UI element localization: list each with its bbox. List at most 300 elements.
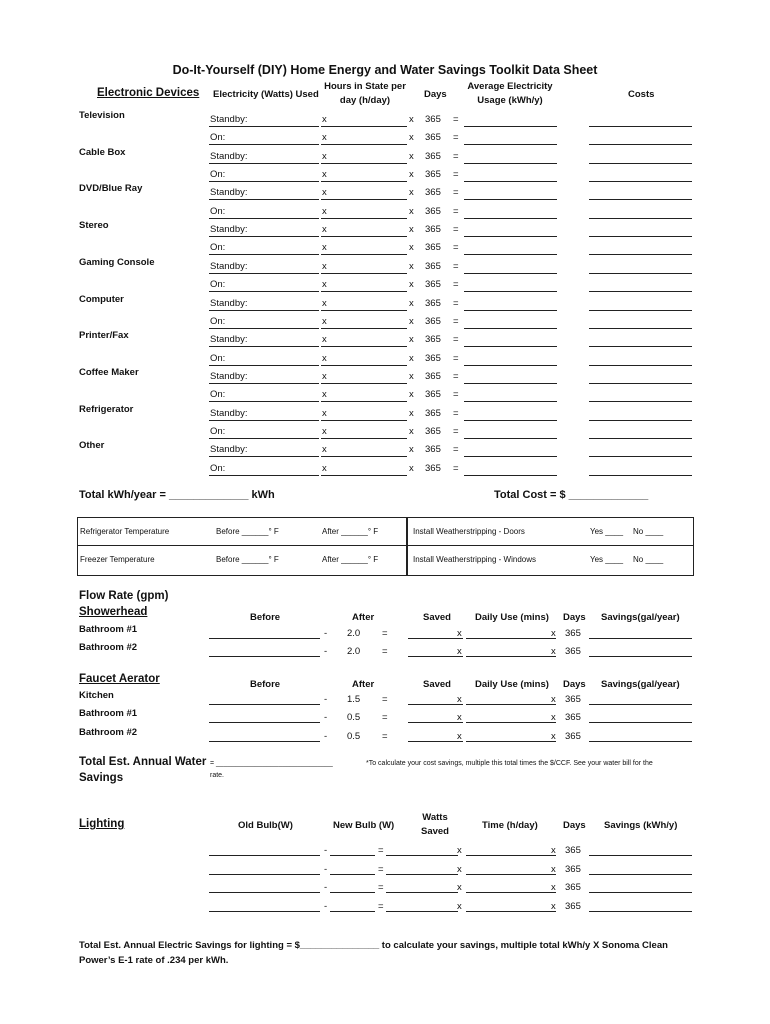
equals-sign: = — [453, 132, 459, 144]
freezer-before-field[interactable]: Before ______° F — [216, 555, 279, 564]
lighting-savings-input[interactable] — [589, 892, 692, 893]
avg-usage-input[interactable] — [464, 456, 557, 457]
multiply-sign: x — [551, 628, 556, 639]
lighting-savings-input[interactable] — [589, 874, 692, 875]
equals-sign: = — [382, 712, 388, 723]
cost-input[interactable] — [589, 236, 692, 237]
multiply-sign: x — [457, 731, 462, 742]
equals-sign: = — [453, 297, 459, 309]
watts-input[interactable] — [209, 181, 319, 182]
fridge-before-field[interactable]: Before ______° F — [216, 527, 279, 536]
old-bulb-header: Old Bulb(W) — [238, 820, 293, 831]
hours-input[interactable] — [321, 475, 407, 476]
minus-sign: - — [324, 694, 328, 705]
hours-input[interactable] — [321, 254, 407, 255]
total-water-label-2: Savings — [79, 772, 124, 784]
multiply-sign: x — [322, 444, 327, 456]
equals-sign: = — [453, 352, 459, 364]
cost-input[interactable] — [589, 126, 692, 127]
hours-input[interactable] — [321, 181, 407, 182]
faucet-aerator-header: Faucet Aerator — [79, 673, 160, 685]
before-input[interactable] — [209, 656, 320, 657]
multiply-sign: x — [322, 260, 327, 272]
time-header: Time (h/day) — [482, 820, 538, 831]
saved-input[interactable] — [408, 722, 463, 723]
new-bulb-input[interactable] — [330, 874, 375, 875]
time-input[interactable] — [466, 855, 556, 856]
old-bulb-input[interactable] — [209, 855, 320, 856]
fridge-after-field[interactable]: After ______° F — [322, 527, 379, 536]
days-value: 365 — [425, 444, 441, 456]
hours-input[interactable] — [321, 310, 407, 311]
total-water-field[interactable]: = ______________________________ — [210, 760, 333, 767]
watts-input[interactable] — [209, 401, 319, 402]
multiply-sign: x — [457, 845, 462, 856]
equals-sign: = — [453, 150, 459, 162]
water-days-header: Days — [563, 679, 586, 690]
cost-input[interactable] — [589, 328, 692, 329]
after-header: After — [352, 612, 375, 623]
daily-use-header: Daily Use (mins) — [475, 612, 549, 623]
multiply-sign: x — [457, 882, 462, 893]
after-header: After — [352, 679, 375, 690]
multiply-sign: x — [409, 297, 414, 309]
equals-sign: = — [453, 407, 459, 419]
new-bulb-header: New Bulb (W) — [333, 820, 395, 831]
multiply-sign: x — [457, 628, 462, 639]
minus-sign: - — [324, 863, 328, 875]
watts-input[interactable] — [209, 456, 319, 457]
saved-input[interactable] — [408, 741, 463, 742]
equals-sign: = — [453, 279, 459, 291]
standby-label: Standby: — [210, 187, 248, 199]
watts-saved-input[interactable] — [386, 855, 458, 856]
multiply-sign: x — [409, 425, 414, 437]
hours-input[interactable] — [321, 456, 407, 457]
days-value: 365 — [425, 370, 441, 382]
cost-input[interactable] — [589, 383, 692, 384]
freezer-after-field[interactable]: After ______° F — [322, 555, 379, 564]
multiply-sign: x — [322, 315, 327, 327]
water-row-label: Bathroom #1 — [79, 624, 138, 635]
days-value: 365 — [425, 334, 441, 346]
weatherstrip-doors-label: Install Weatherstripping - Doors — [413, 527, 525, 536]
lighting-header: Lighting — [79, 818, 125, 830]
avg-usage-input[interactable] — [464, 291, 557, 292]
days-value: 365 — [425, 315, 441, 327]
multiply-sign: x — [409, 132, 414, 144]
on-label: On: — [210, 352, 226, 364]
watts-saved-input[interactable] — [386, 892, 458, 893]
device-label: Stereo — [79, 220, 109, 232]
old-bulb-input[interactable] — [209, 874, 320, 875]
days-value: 365 — [565, 694, 581, 705]
daily-use-input[interactable] — [466, 704, 556, 705]
new-bulb-input[interactable] — [330, 892, 375, 893]
multiply-sign: x — [322, 334, 327, 346]
multiply-sign: x — [322, 407, 327, 419]
days-value: 365 — [425, 389, 441, 401]
standby-label: Standby: — [210, 260, 248, 272]
water-savings-header: Savings(gal/year) — [601, 612, 680, 623]
equals-sign: = — [382, 628, 388, 639]
days-value: 365 — [425, 132, 441, 144]
multiply-sign: x — [409, 169, 414, 180]
multiply-sign: x — [457, 900, 462, 912]
hours-input[interactable] — [321, 346, 407, 347]
multiply-sign: x — [551, 731, 556, 742]
avg-header-1: Average Electricity — [467, 81, 553, 92]
device-label: Printer/Fax — [79, 330, 129, 342]
before-input[interactable] — [209, 704, 320, 705]
avg-usage-input[interactable] — [464, 475, 557, 476]
on-label: On: — [210, 169, 226, 180]
before-header: Before — [250, 612, 281, 623]
device-label: Television — [79, 110, 125, 121]
equals-sign: = — [453, 462, 459, 474]
daily-use-input[interactable] — [466, 638, 556, 639]
cost-input[interactable] — [589, 254, 692, 255]
days-value: 365 — [565, 712, 581, 723]
multiply-sign: x — [409, 334, 414, 346]
days-value: 365 — [565, 628, 581, 639]
multiply-sign: x — [322, 132, 327, 144]
multiply-sign: x — [322, 187, 327, 199]
multiply-sign: x — [322, 352, 327, 364]
watts-saved-input[interactable] — [386, 911, 458, 912]
lighting-days-header: Days — [563, 820, 586, 831]
on-label: On: — [210, 279, 226, 291]
hours-input[interactable] — [321, 365, 407, 366]
standby-label: Standby: — [210, 297, 248, 309]
avg-usage-input[interactable] — [464, 199, 557, 200]
watts-input[interactable] — [209, 420, 319, 421]
on-label: On: — [210, 315, 226, 327]
avg-usage-input[interactable] — [464, 383, 557, 384]
equals-sign: = — [382, 731, 388, 742]
cost-input[interactable] — [589, 438, 692, 439]
avg-usage-input[interactable] — [464, 236, 557, 237]
page-title: Do-It-Yourself (DIY) Home Energy and Water Savings Toolkit Data Sheet — [172, 63, 598, 77]
multiply-sign: x — [409, 462, 414, 474]
after-value: 1.5 — [347, 694, 361, 705]
multiply-sign: x — [409, 205, 414, 217]
multiply-sign: x — [551, 863, 556, 875]
watts-input[interactable] — [209, 383, 319, 384]
water-savings-input[interactable] — [589, 741, 692, 742]
on-label: On: — [210, 389, 226, 401]
avg-usage-input[interactable] — [464, 273, 557, 274]
hours-input[interactable] — [321, 218, 407, 219]
multiply-sign: x — [322, 462, 327, 474]
cost-input[interactable] — [589, 291, 692, 292]
hours-input[interactable] — [321, 126, 407, 127]
time-input[interactable] — [466, 892, 556, 893]
avg-usage-input[interactable] — [464, 438, 557, 439]
before-input[interactable] — [209, 741, 320, 742]
equals-sign: = — [453, 425, 459, 437]
days-value: 365 — [425, 352, 441, 364]
hours-input[interactable] — [321, 438, 407, 439]
lighting-savings-header: Savings (kWh/y) — [604, 820, 678, 831]
saved-input[interactable] — [408, 704, 463, 705]
costs-header: Costs — [628, 89, 655, 100]
avg-usage-input[interactable] — [464, 126, 557, 127]
weatherstripping-box — [406, 517, 694, 576]
new-bulb-input[interactable] — [330, 911, 375, 912]
temperature-box — [77, 517, 408, 576]
old-bulb-input[interactable] — [209, 911, 320, 912]
device-label: Cable Box — [79, 146, 126, 158]
cost-input[interactable] — [589, 475, 692, 476]
cost-input[interactable] — [589, 310, 692, 311]
hours-input[interactable] — [321, 163, 407, 164]
total-kwh-line[interactable]: Total kWh/year = _____________ kWh — [79, 489, 275, 501]
multiply-sign: x — [551, 882, 556, 893]
days-value: 365 — [425, 169, 441, 180]
days-value: 365 — [425, 260, 441, 272]
weatherstripping-box-divider — [406, 545, 693, 546]
before-input[interactable] — [209, 638, 320, 639]
on-label: On: — [210, 462, 226, 474]
avg-usage-input[interactable] — [464, 144, 557, 145]
water-row-label: Bathroom #2 — [79, 642, 138, 653]
watts-header: Electricity (Watts) Used — [213, 89, 319, 100]
equals-sign: = — [382, 694, 388, 705]
water-savings-header: Savings(gal/year) — [601, 679, 680, 690]
days-value: 365 — [425, 425, 441, 437]
lighting-savings-input[interactable] — [589, 911, 692, 912]
multiply-sign: x — [457, 863, 462, 875]
avg-usage-input[interactable] — [464, 163, 557, 164]
watts-saved-header-2: Saved — [421, 826, 449, 837]
watts-input[interactable] — [209, 144, 319, 145]
multiply-sign: x — [457, 712, 462, 723]
hours-input[interactable] — [321, 236, 407, 237]
multiply-sign: x — [551, 845, 556, 856]
watts-input[interactable] — [209, 199, 319, 200]
showerhead-header: Showerhead — [79, 606, 148, 618]
equals-sign: = — [453, 389, 459, 401]
minus-sign: - — [324, 712, 328, 723]
equals-sign: = — [453, 370, 459, 382]
cost-input[interactable] — [589, 365, 692, 366]
standby-label: Standby: — [210, 114, 248, 125]
watts-input[interactable] — [209, 273, 319, 274]
saved-header: Saved — [423, 679, 451, 690]
hours-input[interactable] — [321, 328, 407, 329]
watts-input[interactable] — [209, 218, 319, 219]
hours-input[interactable] — [321, 144, 407, 145]
water-savings-input[interactable] — [589, 704, 692, 705]
windows-yes-field[interactable]: Yes ____ — [590, 555, 624, 564]
cost-input[interactable] — [589, 401, 692, 402]
days-value: 365 — [565, 845, 581, 856]
water-savings-input[interactable] — [589, 722, 692, 723]
avg-usage-input[interactable] — [464, 218, 557, 219]
multiply-sign: x — [322, 224, 327, 236]
days-header: Days — [424, 89, 447, 100]
cost-input[interactable] — [589, 218, 692, 219]
hours-input[interactable] — [321, 273, 407, 274]
multiply-sign: x — [409, 150, 414, 162]
daily-use-input[interactable] — [466, 722, 556, 723]
multiply-sign: x — [409, 187, 414, 199]
standby-label: Standby: — [210, 224, 248, 236]
equals-sign: = — [453, 114, 459, 125]
hours-input[interactable] — [321, 199, 407, 200]
watts-input[interactable] — [209, 475, 319, 476]
daily-use-input[interactable] — [466, 741, 556, 742]
days-value: 365 — [425, 187, 441, 199]
water-days-header: Days — [563, 612, 586, 623]
cost-input[interactable] — [589, 181, 692, 182]
multiply-sign: x — [322, 297, 327, 309]
days-value: 365 — [425, 407, 441, 419]
avg-usage-input[interactable] — [464, 310, 557, 311]
electronic-devices-header: Electronic Devices — [97, 87, 200, 99]
standby-label: Standby: — [210, 370, 248, 382]
daily-use-header: Daily Use (mins) — [475, 679, 549, 690]
avg-usage-input[interactable] — [464, 254, 557, 255]
multiply-sign: x — [322, 389, 327, 401]
days-value: 365 — [425, 279, 441, 291]
water-savings-input[interactable] — [589, 656, 692, 657]
on-label: On: — [210, 205, 226, 217]
watts-input[interactable] — [209, 254, 319, 255]
after-value: 2.0 — [347, 646, 361, 657]
multiply-sign: x — [409, 389, 414, 401]
before-header: Before — [250, 679, 281, 690]
avg-usage-input[interactable] — [464, 401, 557, 402]
standby-label: Standby: — [210, 407, 248, 419]
watts-input[interactable] — [209, 365, 319, 366]
windows-no-field[interactable]: No ____ — [633, 555, 664, 564]
multiply-sign: x — [322, 169, 327, 180]
time-input[interactable] — [466, 911, 556, 912]
minus-sign: - — [324, 646, 328, 657]
after-value: 2.0 — [347, 628, 361, 639]
temperature-box-divider — [77, 545, 407, 546]
multiply-sign: x — [409, 315, 414, 327]
avg-usage-input[interactable] — [464, 328, 557, 329]
multiply-sign: x — [409, 114, 414, 125]
equals-sign: = — [378, 863, 384, 875]
saved-input[interactable] — [408, 656, 463, 657]
days-value: 365 — [425, 224, 441, 236]
water-savings-input[interactable] — [589, 638, 692, 639]
lighting-savings-input[interactable] — [589, 855, 692, 856]
avg-usage-input[interactable] — [464, 346, 557, 347]
time-input[interactable] — [466, 874, 556, 875]
cost-input[interactable] — [589, 144, 692, 145]
equals-sign: = — [453, 444, 459, 456]
water-note-2: rate. — [210, 772, 225, 779]
cost-input[interactable] — [589, 456, 692, 457]
hours-input[interactable] — [321, 291, 407, 292]
lighting-footer-1: Total Est. Annual Electric Savings for lighting = $_______________ to calculate your savings, multiple total kWh/y X Sonoma Clean — [79, 940, 668, 951]
avg-usage-input[interactable] — [464, 365, 557, 366]
cost-input[interactable] — [589, 420, 692, 421]
multiply-sign: x — [551, 900, 556, 912]
daily-use-input[interactable] — [466, 656, 556, 657]
old-bulb-input[interactable] — [209, 892, 320, 893]
watts-input[interactable] — [209, 438, 319, 439]
fridge-temp-label: Refrigerator Temperature — [80, 527, 170, 536]
watts-input[interactable] — [209, 291, 319, 292]
watts-saved-header-1: Watts — [422, 812, 448, 823]
doors-yes-field[interactable]: Yes ____ — [590, 527, 624, 536]
freezer-temp-label: Freezer Temperature — [80, 555, 155, 564]
multiply-sign: x — [409, 352, 414, 364]
avg-usage-input[interactable] — [464, 420, 557, 421]
after-value: 0.5 — [347, 731, 361, 742]
multiply-sign: x — [322, 370, 327, 382]
cost-input[interactable] — [589, 346, 692, 347]
on-label: On: — [210, 242, 226, 254]
equals-sign: = — [378, 900, 384, 912]
saved-input[interactable] — [408, 638, 463, 639]
days-value: 365 — [425, 297, 441, 309]
multiply-sign: x — [409, 370, 414, 382]
days-value: 365 — [565, 882, 581, 893]
total-cost-line[interactable]: Total Cost = $ _____________ — [494, 489, 649, 501]
days-value: 365 — [425, 114, 441, 125]
doors-no-field[interactable]: No ____ — [633, 527, 664, 536]
total-water-label-1: Total Est. Annual Water — [79, 756, 207, 768]
watts-input[interactable] — [209, 236, 319, 237]
minus-sign: - — [324, 628, 328, 639]
watts-input[interactable] — [209, 346, 319, 347]
days-value: 365 — [425, 242, 441, 254]
multiply-sign: x — [322, 150, 327, 162]
standby-label: Standby: — [210, 150, 248, 162]
days-value: 365 — [565, 731, 581, 742]
watts-saved-input[interactable] — [386, 874, 458, 875]
on-label: On: — [210, 425, 226, 437]
device-label: DVD/Blue Ray — [79, 183, 143, 195]
water-row-label: Bathroom #2 — [79, 727, 138, 738]
equals-sign: = — [453, 334, 459, 346]
watts-input[interactable] — [209, 328, 319, 329]
before-input[interactable] — [209, 722, 320, 723]
days-value: 365 — [565, 863, 581, 875]
equals-sign: = — [382, 646, 388, 657]
new-bulb-input[interactable] — [330, 855, 375, 856]
hours-input[interactable] — [321, 401, 407, 402]
cost-input[interactable] — [589, 273, 692, 274]
flow-rate-header: Flow Rate (gpm) — [79, 590, 169, 602]
multiply-sign: x — [409, 260, 414, 272]
multiply-sign: x — [322, 114, 327, 125]
avg-usage-input[interactable] — [464, 181, 557, 182]
watts-input[interactable] — [209, 126, 319, 127]
cost-input[interactable] — [589, 199, 692, 200]
multiply-sign: x — [457, 646, 462, 657]
hours-input[interactable] — [321, 383, 407, 384]
lighting-footer-2: Power’s E-1 rate of .234 per kWh. — [79, 955, 229, 966]
hours-header-2: day (h/day) — [339, 95, 391, 106]
hours-input[interactable] — [321, 420, 407, 421]
multiply-sign: x — [457, 694, 462, 705]
watts-input[interactable] — [209, 163, 319, 164]
days-value: 365 — [425, 205, 441, 217]
days-value: 365 — [565, 900, 581, 912]
days-value: 365 — [565, 646, 581, 657]
cost-input[interactable] — [589, 163, 692, 164]
equals-sign: = — [453, 242, 459, 254]
watts-input[interactable] — [209, 310, 319, 311]
